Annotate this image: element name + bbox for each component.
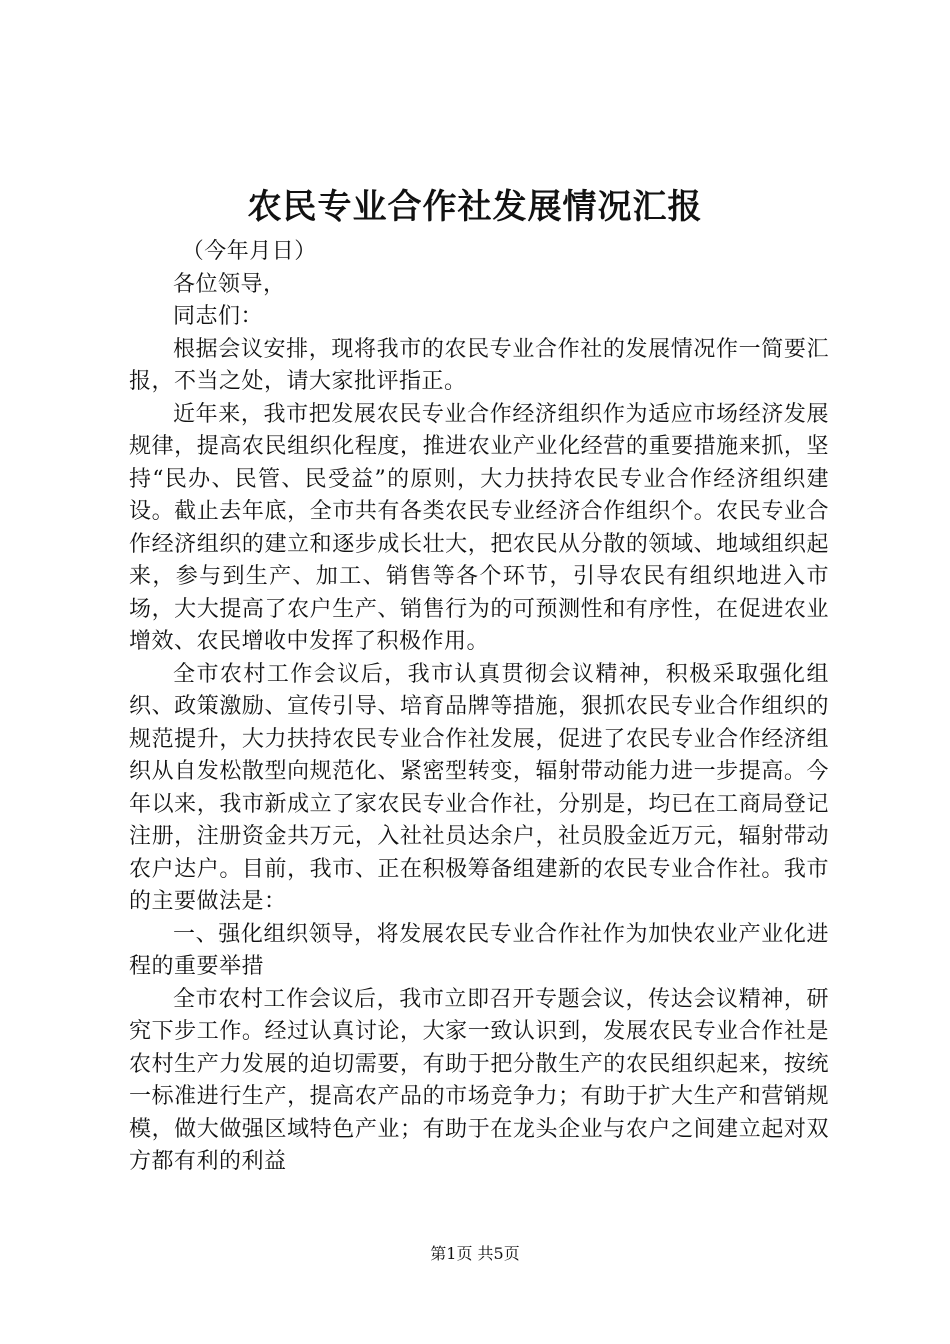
date-line: （今年月日） <box>181 239 317 264</box>
page-footer: 第1页 共5页 <box>430 1244 520 1263</box>
salutation-comrades: 同志们： <box>173 304 264 329</box>
paragraph-background: 近年来，我市把发展农民专业合作经济组织作为适应市场经济发展规律，提高农民组织化程度，推进农业产业化经营的重要措施来抓，坚持“民办、民管、民受益”的原则，大力扶持农民专业合作经济组织建设。截止去年底，全市共有各类农民专业经济合作组织个。农民专业合作经济组织的建立和逐步成长壮大，把农民从分散的领域、地域组织起来，参与到生产、加工、销售等各个环节，引导农民有组织地进入市场，大大提高了农户生产、销售行为的可预测性和有序性，在促进农业增效、农民增收中发挥了积极作用。 <box>129 401 829 654</box>
document-title: 农民专业合作社发展情况汇报 <box>247 187 703 227</box>
salutation-leaders: 各位领导， <box>173 271 286 297</box>
document-body <box>129 236 829 1179</box>
section-heading-1: 一、强化组织领导，将发展农民专业合作社作为加快农业产业化进程的重要举措 <box>129 921 829 979</box>
paragraph-intro: 根据会议安排，现将我市的农民专业合作社的发展情况作一简要汇报，不当之处，请大家批评指正。 <box>129 336 829 394</box>
paragraph-section-1: 全市农村工作会议后，我市立即召开专题会议，传达会议精神，研究下步工作。经过认真讨论，大家一致认识到，发展农民专业合作社是农村生产力发展的迫切需要，有助于把分散生产的农民组织起来，按统一标准进行生产，提高农产品的市场竞争力；有助于扩大生产和营销规模，做大做强区域特色产业；有助于在龙头企业与农户之间建立起对双方都有利的利益 <box>129 986 829 1174</box>
paragraph-progress: 全市农村工作会议后，我市认真贯彻会议精神，积极采取强化组织、政策激励、宣传引导、培育品牌等措施，狠抓农民专业合作组织的规范提升，大力扶持农民专业合作社发展，促进了农民专业合作经济组织从自发松散型向规范化、紧密型转变，辐射带动能力进一步提高。今年以来，我市新成立了家农民专业合作社，分别是，均已在工商局登记注册，注册资金共万元，入社社员达余户，社员股金近万元，辐射带动农户达户。目前，我市、正在积极筹备组建新的农民专业合作社。我市的主要做法是： <box>129 661 829 914</box>
